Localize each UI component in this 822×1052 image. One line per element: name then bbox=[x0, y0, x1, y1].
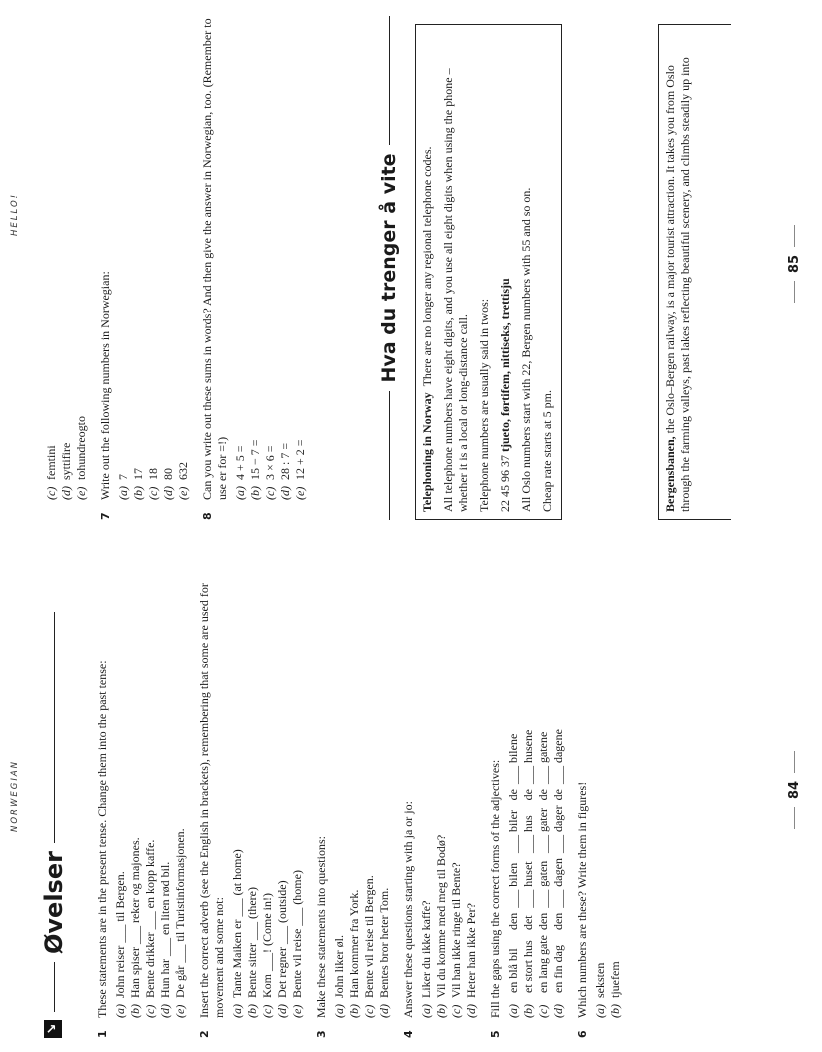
exercise-number: 5 bbox=[489, 1030, 502, 1038]
page-number: 84 bbox=[787, 743, 802, 837]
section-heading bbox=[378, 16, 400, 520]
exercise-number: 2 bbox=[198, 1030, 211, 1038]
page-number: 85 bbox=[787, 217, 802, 311]
list-item: (c) femtini bbox=[44, 445, 58, 500]
list-item: (b) tjuefem bbox=[608, 961, 622, 1018]
exercise-number: 1 bbox=[96, 1030, 109, 1038]
box-text: All Oslo numbers start with 22, Bergen numbers with 55 and so on. bbox=[519, 187, 533, 512]
box-text: the Oslo–Bergen railway, is a major tourist attraction. It takes you from Oslo through the farming valleys, past lakes reflecting beautiful scenery, and climbs steadily up into bbox=[663, 57, 692, 512]
phone-number-example: 22 45 96 37 bbox=[498, 455, 512, 512]
box-text: Telephone numbers are usually said in twos: bbox=[477, 298, 491, 512]
section-heading bbox=[40, 612, 68, 1012]
list-item: (b) Han spiser ___ reker og majones. bbox=[128, 837, 142, 1018]
list-item: (e) 12 + 2 = bbox=[293, 439, 307, 500]
adjective-table bbox=[506, 724, 566, 1018]
exercise-column bbox=[86, 538, 623, 1038]
page-header: NORWEGIAN bbox=[10, 760, 20, 832]
exercise-5 bbox=[488, 538, 566, 1038]
list-item: (d) 28 : 7 = bbox=[278, 442, 292, 500]
exercise-prompt: These statements are in the present tense. Change them into the past tense: bbox=[95, 660, 109, 1018]
exercise-prompt: Make these statements into questions: bbox=[314, 836, 328, 1018]
section-title: Hva du trenger å vite bbox=[378, 153, 400, 383]
list-item: (a) 7 bbox=[116, 474, 130, 500]
box-title: Bergensbanen, bbox=[663, 436, 677, 512]
exercise-prompt: Write out the following numbers in Norwegian: bbox=[98, 271, 112, 500]
list-item: (d) Hun har ___ en liten rød bil. bbox=[158, 861, 172, 1018]
list-item: (d) Heter han ikke Per? bbox=[464, 903, 478, 1018]
page-title: Øvelser bbox=[40, 851, 68, 954]
rule bbox=[54, 962, 55, 1012]
exercise-prompt: Fill the gaps using the correct forms of the adjectives: bbox=[488, 759, 502, 1018]
exercise-prompt: Can you write out these sums in words? And then give the answer in Norwegian, too. (Remember to use er for =!) bbox=[200, 18, 229, 500]
table-row: (c) en lang gate den ___ gaten ___ gater de ___ gatene bbox=[536, 731, 550, 1018]
list-item: (a) Tante Maiken er ___ (at home) bbox=[230, 849, 244, 1018]
list-item: (a) John liker øl. bbox=[332, 935, 346, 1018]
box-title: Telephoning in Norway bbox=[420, 392, 434, 512]
left-page bbox=[0, 526, 822, 1052]
box-text: There are no longer any regional telephone codes. bbox=[420, 146, 434, 387]
info-box-bergensbanen bbox=[658, 24, 731, 520]
page-header: HELLO! bbox=[10, 192, 20, 236]
exercise-number: 6 bbox=[576, 1030, 589, 1038]
exercise-2 bbox=[197, 538, 305, 1038]
list-item: (e) tohundreogto bbox=[74, 416, 88, 500]
exercise-number: 8 bbox=[201, 512, 214, 520]
exercise-8 bbox=[200, 15, 308, 520]
list-item: (e) 632 bbox=[176, 462, 190, 500]
exercise-4 bbox=[401, 538, 479, 1038]
list-item: (b) 17 bbox=[131, 468, 145, 500]
exercise-icon: ↘ bbox=[44, 1020, 62, 1038]
rule bbox=[389, 391, 390, 520]
list-item: (a) seksten bbox=[593, 962, 607, 1018]
list-item: (c) Kom ___! (Come in!) bbox=[260, 893, 274, 1018]
list-item: (b) Han kommer fra York. bbox=[347, 889, 361, 1018]
list-item: (c) Bente drikker ___ en kopp kaffe. bbox=[143, 839, 157, 1018]
info-box-telephoning bbox=[415, 24, 562, 520]
list-item: (a) Liker du ikke kaffe? bbox=[419, 900, 433, 1018]
rule bbox=[54, 612, 55, 843]
list-item: (a) 4 + 5 = bbox=[233, 445, 247, 500]
list-item: (b) Bente sitter ___ (there) bbox=[245, 887, 259, 1018]
list-item: (e) De går ___ til Turistinformasjonen. bbox=[173, 828, 187, 1018]
exercise-7 bbox=[98, 15, 191, 520]
exercise-1 bbox=[95, 538, 188, 1038]
exercise-number: 3 bbox=[315, 1030, 328, 1038]
list-item: (c) Vil han ikke ringe til Bente? bbox=[449, 862, 463, 1018]
box-text: Cheap rate starts at 5 pm. bbox=[540, 390, 554, 512]
list-item: (a) John reiser ___ til Bergen. bbox=[113, 871, 127, 1018]
list-item: (d) Bentes bror heter Tom. bbox=[377, 887, 391, 1018]
list-item: (d) Det regner ___ (outside) bbox=[275, 880, 289, 1018]
exercise-prompt: Insert the correct adverb (see the English in brackets), remembering that some are used for movement and some not: bbox=[197, 583, 226, 1018]
phone-number-words: tjueto, førtifem, nittiseks, trettisju bbox=[498, 278, 512, 452]
exercise-column bbox=[44, 15, 308, 520]
exercise-prompt: Which numbers are these? Write them in figures! bbox=[575, 781, 589, 1018]
table-row: (d) en fin dag den ___ dagen ___ dager de ___ dagene bbox=[551, 729, 565, 1018]
exercise-number: 7 bbox=[99, 512, 112, 520]
rule bbox=[389, 16, 390, 145]
list-item: (d) syttifire bbox=[59, 442, 73, 500]
exercise-6 bbox=[575, 538, 623, 1038]
exercise-3 bbox=[314, 538, 392, 1038]
list-item: (c) 3 × 6 = bbox=[263, 445, 277, 500]
box-text: All telephone numbers have eight digits, and you use all eight digits when using the phone – whether it is a local or long-distance call. bbox=[441, 68, 470, 512]
table-row: (a) en blå bil den ___ bilen ___ biler de ___ bilene bbox=[506, 733, 520, 1018]
list-item: (e) Bente vil reise ___ (home) bbox=[290, 870, 304, 1018]
exercise-6-continued bbox=[44, 15, 89, 520]
list-item: (b) 15 − 7 = bbox=[248, 439, 262, 500]
list-item: (c) Bente vil reise til Bergen. bbox=[362, 875, 376, 1018]
exercise-prompt: Answer these questions starting with ja or jo: bbox=[401, 801, 415, 1018]
list-item: (c) 18 bbox=[146, 468, 160, 500]
list-item: (b) Vil du komme med meg til Bodø? bbox=[434, 834, 448, 1018]
list-item: (d) 80 bbox=[161, 468, 175, 500]
exercise-number: 4 bbox=[402, 1030, 415, 1038]
table-row: (b) et stort hus det ___ huset ___ hus de ___ husene bbox=[521, 729, 535, 1018]
